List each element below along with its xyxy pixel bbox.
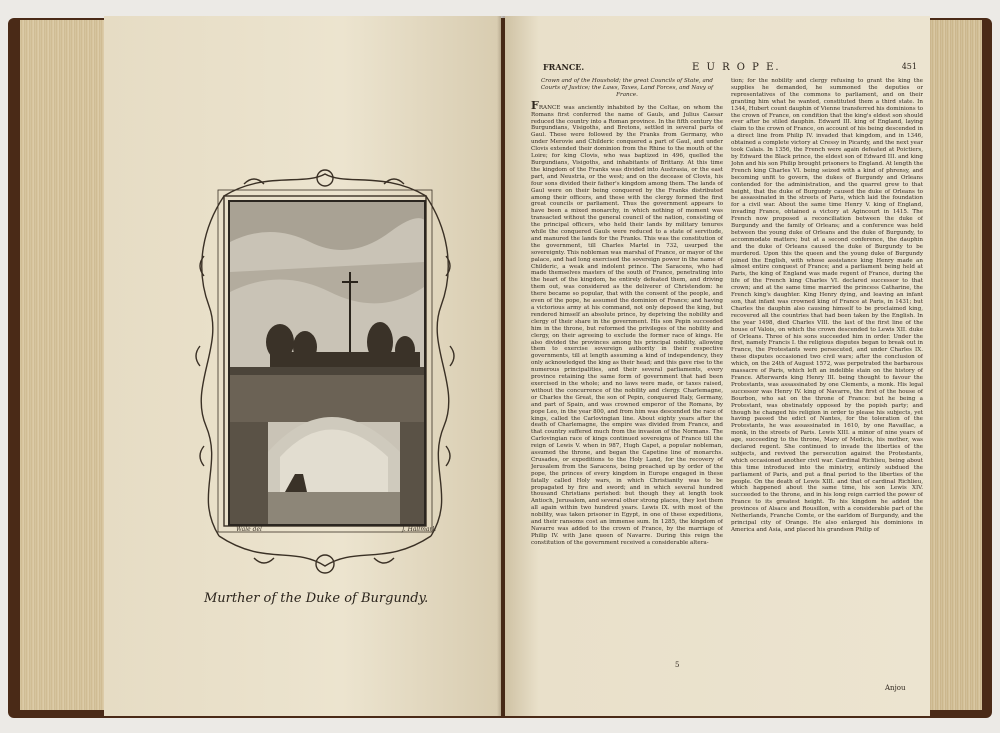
page-edges-left xyxy=(20,20,108,710)
engraver-left: Wale del xyxy=(236,526,262,533)
bridge-scene xyxy=(230,202,424,524)
engraving-plate xyxy=(184,166,464,546)
engraving-image xyxy=(228,200,426,526)
running-head-left: FRANCE. xyxy=(543,62,585,72)
column-1-body: RANCE was anciently inhabited by the Celtae, on whom the Romans first conferred the name of Gauls, and Julius Caesar reduced the country into a Roman province. In the fifth century the Burgundians, Visigoths, and Bretons, settled in several parts of Gaul. These were followed by the Franks from Germany, who under Merovie and Childeric conquered a part of Gaul, and under Clovis extended their dominion from the Rhine to the mouth of the Loire; for king Clovis, who was baptized in 496, quelled the Burgundians, Visigoths, and inhabitants of Brittany. At this time the kingdom of the Franks was divided into Austrasia, or the east part, and Neustria, or the west; and on the decease of Clovis, his four sons divided their father's kingdom among them. The lands of Gaul were on their being conquered by the Franks distributed among their officers, and these with the clergy formed the first great councils or parliament. Thus the government appears to have been a mixed monarchy, in which nothing of moment was transacted without the general council of the nation, consisting of the principal officers, who held their lands by military tenures while the conquered Gauls were reduced to a state of servitude, and manured the lands for the Franks. This was the constitution of the government, till Charles Martel in 732, usurped the sovereignty. This nobleman was marshal of France, or mayor of the palace, and had long exercised the sovereign power in the name of Childeric, a weak and indolent prince. The Saracens, who had made themselves masters of the south of France, penetrating into the heart of the kingdom, he entirely defeated them, and driving them out, was considered as the deliverer of Christendom: he there became so popular, that with the consent of the people, and even of the pope, he assumed the dominion of France; and having a victorious army at his command, not only deposed the king, but rendered himself an absolute prince, by depriving the nobility and clergy of their share in the government. His son Pepin succeeded him in the throne, but reformed the privileges of the nobility and clergy, on their agreeing to exclude the former race of kings. He also divided the provinces among his principal nobility, allowing them to exercise sovereign authority in their respective governments, till at length assuming a kind of independency, they only acknowledged the king as their head; and this gave rise to the numerous principalities, and their several parliaments, every province retaining the same form of government that had been exercised in the whole; and no laws were made, or taxes raised, without the concurrence of the nobility and clergy. Charlemagne, or Charles the Great, the son of Pepin, conquered Italy, Germany, and part of Spain, and was crowned emperor of the Romans, by pope Leo, in the year 800, and from him was descended the race of kings, called the Carlovingian line. About eighty years after the death of Charlemagne, the empire was divided from France, and that country suffered much from the invasion of the Normans. The Carlovingian race of kings continued sovereigns of France till the reign of Lewis V. when in 987, Hugh Capet, a popular nobleman, assumed the throne, and began the Capetine line of monarchs. Crusades, or expeditions to the Holy Land, for the recovery of Jerusalem from the Saracens, being preached up by order of the pope, the princes of every kingdom in Europe engaged in these fatally called Holy wars, in which Christianity was to be propagated by fire and sword; and in which several hundred thousand Christians perished: but though they at length took Antioch, Jerusalem, and several other strong places, they lost them all again within two hundred years. Lewis IX. with most of the nobility, was taken prisoner in Egypt, in one of these expeditions, and their ransoms cost an immense sum. In 1285, the kingdom of Navarre was added to the crown of France, by the marriage of Philip IV. with Jane queen of Navarre. During this reign the constitution of the government received a considerable altera- xyxy=(531,104,723,546)
column-subtitle: Crown and of the Houshold; the great Councils of State, and Courts of Justice; the Laws, Taxes, Land Forces, and Navy of France. xyxy=(540,78,714,98)
text-column-2 xyxy=(731,78,923,668)
text-column-1 xyxy=(531,78,723,668)
running-head-center: E U R O P E. xyxy=(692,62,781,73)
right-page xyxy=(505,16,930,716)
page-number: 451 xyxy=(901,62,917,71)
engraver-right: J. Hallmark xyxy=(401,526,436,533)
drop-initial: F xyxy=(531,98,539,112)
left-page xyxy=(104,16,501,716)
signature-mark: 5 xyxy=(675,661,680,669)
column-2-body: tion; for the nobility and clergy refusing to grant the king the supplies he demanded, he summoned the deputies or representatives of the commons to parliament, and on their granting him what he wanted, constituted them a third state. In 1344, Hubert count dauphin of Vienne transferred his dominions to the crown of France, on condition that the king's eldest son should ever after be stiled dauphin. Edward III. king of England, laying claim to the crown of France, on account of his being descended in a direct line from Philip IV. invaded that kingdom, and in 1346, obtained a complete victory at Cressy in Picardy, and the next year took Calais. In 1356, the French were again defeated at Poictiers, by Edward the Black prince, the eldest son of Edward III. and king John and his son Philip brought prisoners to England. At length the French king Charles VI. being seized with a kind of phrensy, and becoming unfit to govern, the dukes of Burgundy and Orleans contended for the administration, and the quarrel grew to that height, that the duke of Burgundy caused the duke of Orleans to be assassinated in the streets of Paris, which laid the foundation for a civil war. About the same time Henry V. king of England, invading France, obtained a victory at Agincourt in 1415. The French now proposed a reconciliation between the duke of Burgundy and the family of Orleans; and a conference was held between the young duke of Orleans and the duke of Burgundy, to accommodate matters; but at a second conference, the dauphin and the duke of Orleans caused the duke of Burgundy to be murdered. Upon this the queen and the young duke of Burgundy joined the English, with whose assistance king Henry made an almost entire conquest of France; and a parliament being held at Paris, the king of England was made regent of France, during the life of the French king Charles VI. declared successor to that crown; and at the same time married the princess Catharine, the French king's daughter. King Henry dying, and leaving an infant son, that infant was crowned king of France at Paris, in 1431; but Charles the dauphin also causing himself to be proclaimed king, recovered all the countries that had been taken by the English. In the year 1498, died Charles VIII. the last of the first line of the house of Valois, on which the crown descended to Lewis XII. duke of Orleans. Three of his sons succeeded him in order. Under the first, namely Francis I. the religious disputes began to break out in France, the Protestants were persecuted, and under Charles IX. these disputes occasioned two civil wars; after the conclusion of which, on the 24th of August 1572, was perpetrated the barbarous massacre of Paris, which left an indelible stain on the history of France. Afterwards king Henry III. being thought to favour the Protestants, was assassinated by one Clements, a monk. His legal successor was Henry IV. king of Navarre, the first of the house of Bourbon, who sat on the throne of France: but he being a Protestant, was obstinately opposed by the popish party; and though he changed his religion in order to please his subjects, yet having passed the edict of Nantes, for the toleration of the Protestants, he was assassinated in 1610, by one Ravaillac, a monk, in the streets of Paris. Lewis XIII. a minor of nine years of age, succeeding to the throne, Mary of Medicis, his mother, was declared regent. She continued to invade the liberties of the subjects, and revived the persecution against the Protestants, which occasioned another civil war. Cardinal Richlieu, being about this time introduced into the ministry, entirely subdued the parliament of Paris, and put a final period to the liberties of the people. On the death of Lewis XIII. and that of cardinal Richlieu, which happened about the same time, his son Lewis XIV. succeeded to the throne, and in his long reign carried the power of France to its greatest height. To his kingdom he added the provinces of Alsace and Rousillon, with a considerable part of the Netherlands, Franche Comte, or the earldom of Burgundy, and the principal city of Orange. He also enlarged his dominions in America and Asia, and placed his grandson Philip of xyxy=(731,78,923,533)
catchword: Anjou xyxy=(885,684,906,692)
page-edges-right xyxy=(926,20,982,710)
running-head xyxy=(517,62,917,76)
plate-caption: Murther of the Duke of Burgundy. xyxy=(204,591,429,606)
